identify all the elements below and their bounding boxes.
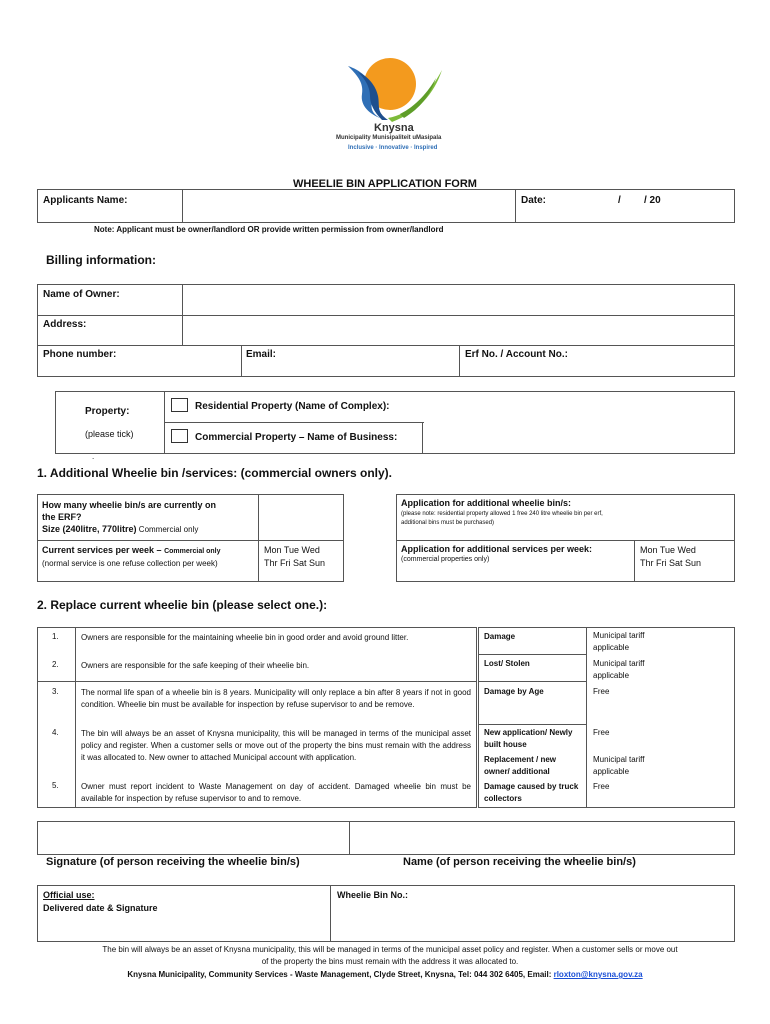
applicant-name-label: Applicants Name: xyxy=(43,195,128,206)
contact-email-link[interactable]: rloxton@knysna.gov.za xyxy=(553,970,643,979)
owner-name-field[interactable] xyxy=(183,285,734,315)
date-label: Date: xyxy=(521,195,547,206)
additional-services-cell xyxy=(401,544,633,563)
logo-motto: Inclusive · Innovative · Inspired xyxy=(348,145,438,151)
receiver-name-label: Name (of person receiving the wheelie bin/s) xyxy=(403,856,636,868)
owner-note: Note: Applicant must be owner/landlord OR provide written permission from owner/landlord xyxy=(94,225,444,234)
erf-label: Erf No. / Account No.: xyxy=(465,349,568,360)
additional-services-note: (commercial properties only) xyxy=(401,556,490,563)
date-slash: / xyxy=(618,195,621,206)
current-bins-table xyxy=(37,494,344,582)
current-days[interactable] xyxy=(264,544,325,570)
address-label: Address: xyxy=(43,319,87,330)
receiver-name-field[interactable] xyxy=(350,822,734,854)
rule-text-4: The bin will always be an asset of Knysna municipality, this will be managed in terms of the municipal asset policy and register. When a customer sells or move out of the property the bins must remain with the address it was allocated to. New owner to attached Municipal account with application. xyxy=(81,729,471,762)
bins-count-question xyxy=(42,499,256,536)
rule-num-3: 3. xyxy=(52,687,59,696)
rule-num-5: 5. xyxy=(52,781,59,790)
logo-tagline: Municipality Munisipaliteit uMasipala xyxy=(336,135,442,141)
section2-heading: 2. Replace current wheelie bin (please select one.): xyxy=(37,598,328,612)
additional-services-label: Application for additional services per week: xyxy=(401,544,593,554)
residential-checkbox[interactable] xyxy=(171,398,188,412)
additional-days-line1: Mon Tue Wed xyxy=(640,545,696,555)
reason-label: Damage xyxy=(484,632,516,641)
residential-label: Residential Property (Name of Complex): xyxy=(195,401,390,412)
additional-bins-cell[interactable] xyxy=(401,498,629,528)
signature-table xyxy=(37,821,735,855)
current-services-commercial: Commercial only xyxy=(164,548,221,555)
property-label: Property: xyxy=(85,406,130,417)
reasons-table xyxy=(478,627,735,808)
signature-field[interactable] xyxy=(38,822,348,854)
property-table xyxy=(55,391,735,454)
rule-text-5: Owner must report incident to Waste Management on day of accident. Damaged wheelie bin must be available for inspection by refuse supervisor to and to remove. xyxy=(81,782,471,803)
reason-charge: Free xyxy=(593,728,610,737)
additional-bins-note: (please note: residential property allowed 1 free 240 litre wheelie bin per erf, additional bins must be purchased) xyxy=(401,511,603,526)
rule-num-2: 2. xyxy=(52,660,59,669)
reason-row-damage[interactable] xyxy=(479,628,585,654)
additional-days[interactable] xyxy=(640,544,701,570)
form-title: WHEELIE BIN APPLICATION FORM xyxy=(293,178,477,190)
reason-row-lost[interactable] xyxy=(479,655,585,681)
date-field[interactable] xyxy=(558,190,733,222)
reason-row-age[interactable] xyxy=(479,682,585,724)
additional-bins-table xyxy=(396,494,735,582)
delivered-label: Delivered date & Signature xyxy=(43,903,158,913)
reason-label: New application/ Newly built house xyxy=(484,728,573,749)
tick-note: (please tick) xyxy=(85,429,134,439)
contact-line xyxy=(0,970,770,979)
reason-charge: Municipal tariff applicable xyxy=(593,631,645,652)
bin-size-label: Size (240litre, 770litre) xyxy=(42,524,137,534)
current-days-line1: Mon Tue Wed xyxy=(264,545,320,555)
date-year: / 20 xyxy=(644,195,661,206)
reason-row-new[interactable] xyxy=(479,725,585,751)
official-use-table xyxy=(37,885,735,942)
bins-count-question-line2: the ERF? xyxy=(42,512,82,522)
section1-heading: 1. Additional Wheelie bin /services: (commercial owners only). xyxy=(37,466,392,480)
reason-charge: Municipal tariff applicable xyxy=(593,659,645,680)
owner-name-label: Name of Owner: xyxy=(43,289,120,300)
reason-label: Damage by Age xyxy=(484,687,544,696)
commercial-label: Commercial Property – Name of Business: xyxy=(195,432,398,443)
stray-dot: . xyxy=(92,452,95,461)
current-days-line2: Thr Fri Sat Sun xyxy=(264,558,326,568)
reason-row-replacement[interactable] xyxy=(479,752,585,778)
commercial-checkbox[interactable] xyxy=(171,429,188,443)
reason-label: Replacement / new owner/ additional xyxy=(484,755,557,776)
reason-label: Lost/ Stolen xyxy=(484,659,530,668)
reason-row-truck[interactable] xyxy=(479,779,585,807)
current-services-label: Current services per week – xyxy=(42,545,165,555)
bin-size-line xyxy=(42,523,256,536)
contact-text: Knysna Municipality, Community Services - Waste Management, Clyde Street, Knysna, Tel: 044 302 6405, Email: xyxy=(127,970,554,979)
signature-label: Signature (of person receiving the wheelie bin/s) xyxy=(46,856,300,868)
knysna-emblem-icon xyxy=(330,52,460,124)
reason-charge: Municipal tariff applicable xyxy=(593,755,645,776)
official-use-label: Official use: xyxy=(43,890,95,900)
bin-number-label: Wheelie Bin No.: xyxy=(337,890,409,900)
additional-days-line2: Thr Fri Sat Sun xyxy=(640,558,702,568)
applicant-name-field[interactable] xyxy=(183,190,514,222)
rule-text-2: Owners are responsible for the safe keeping of their wheelie bin. xyxy=(81,661,310,670)
billing-table xyxy=(37,284,735,377)
logo-name: Knysna xyxy=(374,122,414,134)
applicant-row xyxy=(37,189,735,223)
phone-label: Phone number: xyxy=(43,349,117,360)
rule-num-1: 1. xyxy=(52,632,59,641)
bin-size-commercial: Commercial only xyxy=(136,525,199,534)
billing-heading: Billing information: xyxy=(46,253,156,267)
current-services xyxy=(42,544,256,570)
reason-label: Damage caused by truck collectors xyxy=(484,782,579,803)
rule-text-3: The normal life span of a wheelie bin is 8 years. Municipality will only replace a bin after 8 years if not in good condition. Wheelie bin must be available for inspection by refuse supervisor to and be remove. xyxy=(81,688,471,709)
address-field[interactable] xyxy=(183,316,734,345)
current-services-note: (normal service is one refuse collection per week) xyxy=(42,559,218,568)
additional-bins-label: Application for additional wheelie bin/s: xyxy=(401,498,572,508)
rules-table xyxy=(37,627,477,808)
rule-text-1: Owners are responsible for the maintaining wheelie bin in good order and avoid ground litter. xyxy=(81,633,409,642)
reason-charge: Free xyxy=(593,782,610,791)
municipality-logo xyxy=(330,52,460,157)
bins-count-field[interactable] xyxy=(259,495,343,540)
email-label: Email: xyxy=(246,349,277,360)
bins-count-question-line1: How many wheelie bin/s are currently on xyxy=(42,500,217,510)
rule-num-4: 4. xyxy=(52,728,59,737)
asset-note: The bin will always be an asset of Knysna municipality, this will be managed in terms of the municipal asset policy and register. When a customer sells or move out of the property the bins must remain with the address it was allocated to. xyxy=(102,945,678,966)
reason-charge: Free xyxy=(593,687,610,696)
